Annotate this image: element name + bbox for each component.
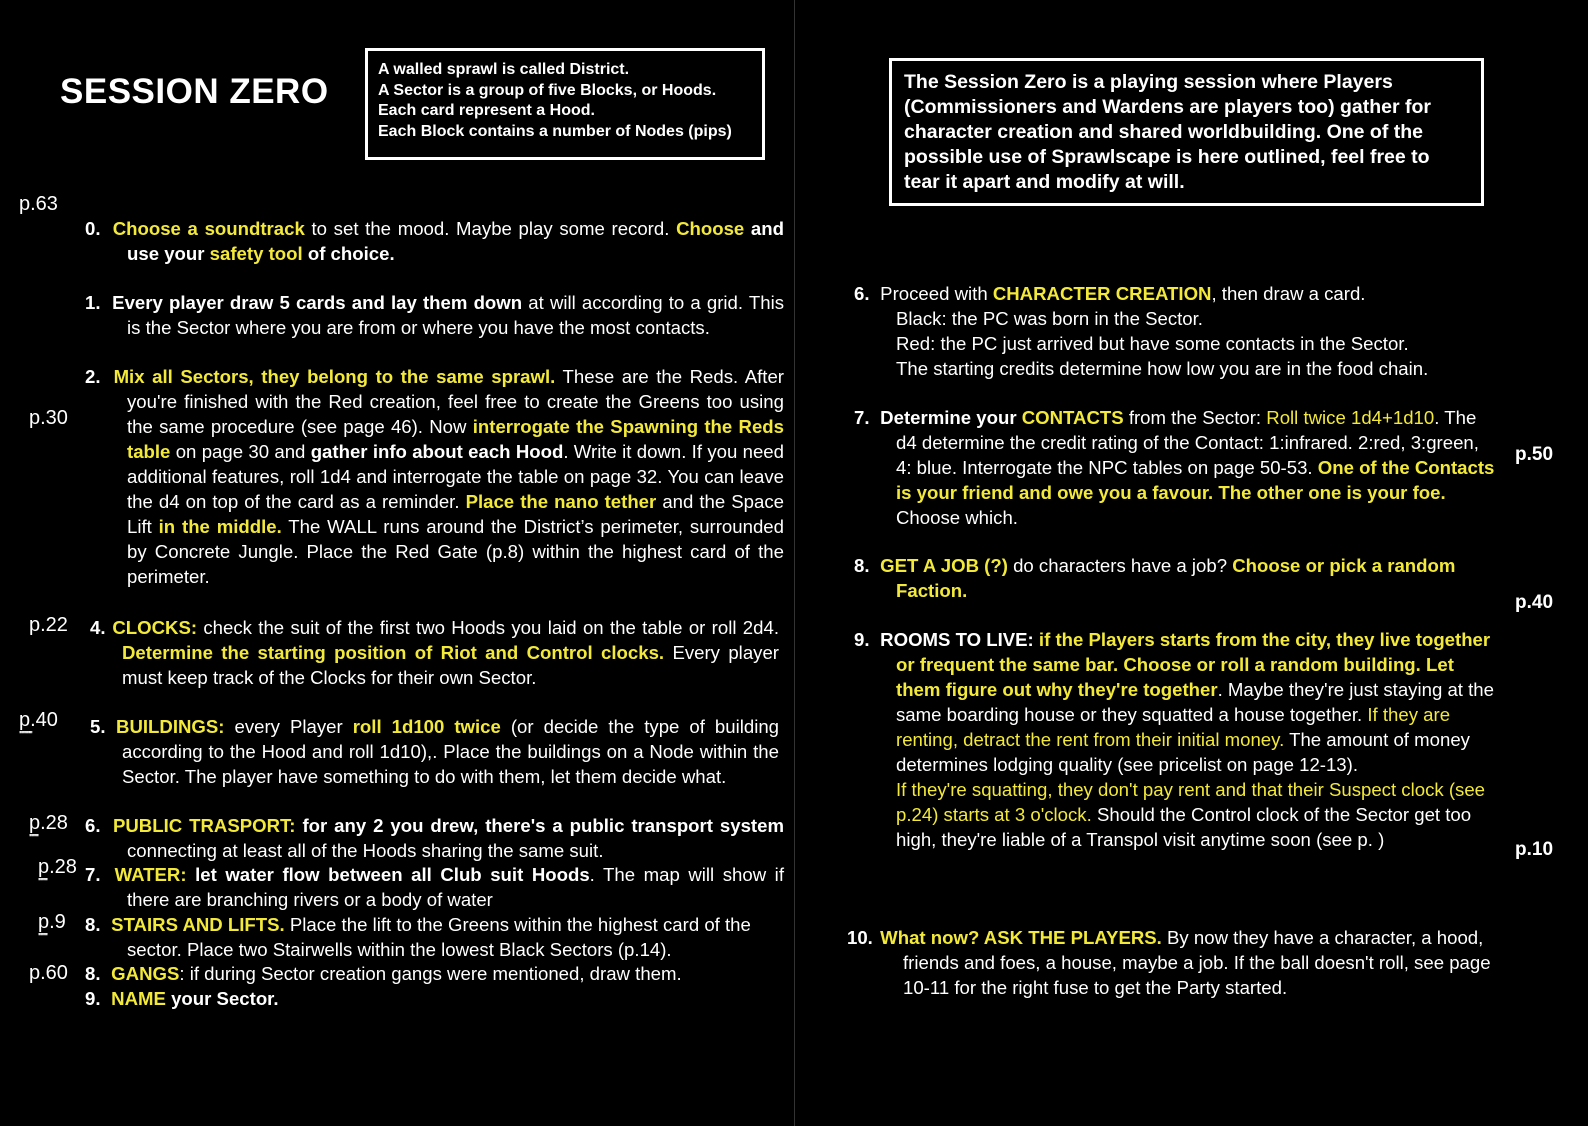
- step-8-gangs: 8. GANGS: if during Sector creation gangs were mentioned, draw them.: [85, 963, 682, 984]
- step-highlight: Mix all Sectors, they belong to the same sprawl.: [113, 366, 556, 387]
- step-text: . The map will show if there are branching rivers or a body of water: [127, 864, 784, 910]
- page-ref: p.28: [29, 812, 68, 834]
- step-highlight: in the middle.: [158, 516, 282, 537]
- step-highlight: CONTACTS: [1021, 407, 1124, 428]
- step-highlight: What now? ASK THE PLAYERS.: [880, 927, 1162, 948]
- step-highlight: interrogate the Spawning the Reds table: [127, 416, 784, 462]
- page-ref: p.50: [1515, 444, 1554, 465]
- definition-line: Each card represent a Hood.: [378, 102, 595, 119]
- step-7: 7. WATER: let water flow between all Club suit Hoods. The map will show if there are branching rivers or a body of water: [85, 864, 784, 910]
- step-text: The amount of money determines lodging quality (see pricelist on page 12-13).: [896, 729, 1470, 775]
- step-bold: of choice.: [302, 243, 395, 264]
- step-text: Red: the PC just arrived but have some contacts in the Sector.: [896, 333, 1409, 354]
- step-bold: gather info about each Hood: [310, 441, 564, 462]
- step-text: Proceed with: [880, 283, 993, 304]
- page-ref: p.63: [19, 193, 58, 215]
- page-ref: p.22: [29, 614, 68, 636]
- tick-marks: '''''''''': [38, 932, 48, 943]
- step-bold: and use your: [127, 218, 784, 264]
- step-highlight: WATER:: [114, 864, 187, 885]
- step-bold: your Sector.: [165, 988, 279, 1009]
- step-bold: for any 2 you drew, there's a public transport system: [295, 815, 784, 836]
- step-text: The starting credits determine how low you are in the food chain.: [896, 358, 1429, 379]
- step-text: Place the lift to the Greens within the highest card of the sector. Place two Stairwells within the lowest Black Sectors (p.14).: [127, 914, 751, 960]
- step-1: 1. Every player draw 5 cards and lay them down at will according to a grid. This is the Sector where you are from or where you have the most contacts.: [85, 292, 785, 338]
- step-highlight: if the Players starts from the city, they live together or frequent the same bar. Choose or roll a random building. Let them figure out why they're together: [896, 629, 1491, 700]
- step-highlight: Choose: [676, 218, 745, 239]
- tick-marks: '''''''''''''': [19, 730, 32, 741]
- page-ref-block: [19, 709, 58, 741]
- step-bold: Every player draw 5 cards and lay them down: [112, 292, 523, 313]
- page-divider: [794, 0, 795, 1126]
- step-text: The WALL runs around the District’s perimeter, surrounded by Concrete Jungle. Place the Red Gate (p.8) within the highest card of the perimeter.: [127, 516, 784, 587]
- page-ref-block: [29, 812, 68, 844]
- page-ref: p.28: [38, 856, 77, 878]
- page-ref: p.30: [29, 407, 68, 429]
- step-text: Every player must keep track of the Clocks for their own Sector.: [122, 642, 779, 688]
- step-highlight: safety tool: [209, 243, 303, 264]
- step-text: check the suit of the first two Hoods you laid on the table or roll 2d4.: [197, 617, 779, 638]
- page-ref: p.10: [1515, 839, 1554, 860]
- step-highlight: STAIRS AND LIFTS.: [111, 914, 285, 935]
- step-text: , then draw a card.: [1211, 283, 1366, 304]
- tick-marks: '''''''''': [29, 833, 39, 844]
- definition-line: Each Block contains a number of Nodes (pips): [378, 122, 732, 140]
- step-text: and the Space Lift: [127, 491, 785, 537]
- step-highlight: CLOCKS:: [112, 617, 198, 638]
- definition-line: A walled sprawl is called District.: [378, 61, 630, 78]
- step-highlight: GET A JOB (?): [880, 555, 1008, 576]
- tick-marks: '''''''''': [38, 877, 48, 888]
- step-text: These are the Reds. After you're finished with the Red creation, feel free to create the Greens too using the same procedure (see page 46). Now: [127, 366, 784, 437]
- step-highlight: NAME: [111, 988, 166, 1009]
- step-highlight: GANGS: [111, 963, 180, 984]
- definition-line: A Sector is a group of five Blocks, or Hoods.: [378, 81, 717, 99]
- step-highlight: Place the nano tether: [465, 491, 657, 512]
- step-text: from the Sector:: [1123, 407, 1267, 428]
- step-highlight: Choose a soundtrack: [112, 218, 305, 239]
- page-ref: p.9: [38, 911, 66, 933]
- intro-box: The Session Zero is a playing session where Players (Commissioners and Wardens are players too) gather for character creation and shared worldbuilding. One of the possible use of Sprawlscape is here outlined, feel free to tear it apart and modify at will.: [889, 58, 1484, 206]
- step-highlight: BUILDINGS:: [116, 716, 225, 737]
- step-4: 4. CLOCKS: check the suit of the first two Hoods you laid on the table or roll 2d4. Determine the starting position of Riot and Control clocks. Every player must keep track of the Clocks for their own Sector.: [90, 617, 779, 688]
- step-text: on page 30 and: [170, 441, 311, 462]
- step-text: . The d4 determine the credit rating of the Contact: 1:infrared. 2:red, 3:green, 4: blue. Interrogate the NPC tables on page 50-53.: [896, 407, 1479, 478]
- page-ref: p.40: [1515, 592, 1554, 613]
- definitions-box: [365, 48, 765, 160]
- step-text: : if during Sector creation gangs were mentioned, draw them.: [179, 963, 682, 984]
- step-9-name: 9. NAME your Sector.: [85, 988, 279, 1009]
- step-10-ask: 10. What now? ASK THE PLAYERS. By now they have a character, a hood, friends and foes, a house, maybe a job. If the ball doesn't roll, see page 10-11 for the right fuse to get the Party started.: [847, 927, 1491, 998]
- step-bold: let water flow between all Club suit Hoods: [186, 864, 590, 885]
- step-highlight: Choose or pick a random Faction.: [896, 555, 1456, 601]
- step-highlight: Roll twice 1d4+1d10: [1266, 407, 1435, 428]
- page-ref-block: [38, 856, 77, 888]
- step-text: at will according to a grid. This is the Sector where you are from or where you have the most contacts.: [127, 292, 785, 338]
- page-title: SESSION ZERO: [60, 72, 329, 111]
- step-highlight: PUBLIC TRASPORT:: [112, 815, 296, 836]
- page-ref: p.60: [29, 962, 68, 984]
- step-highlight: If they're squatting, they don't pay rent and that their Suspect clock (see p.24) starts at 3 o'clock.: [896, 779, 1486, 825]
- step-text: every Player: [224, 716, 353, 737]
- step-highlight: If they are renting, detract the rent from their initial money.: [896, 704, 1451, 750]
- page-ref-block: [38, 911, 66, 943]
- step-text: to set the mood. Maybe play some record.: [304, 218, 677, 239]
- step-text: By now they have a character, a hood, friends and foes, a house, maybe a job. If the ball doesn't roll, see page 10-11 for the right fuse to get the Party started.: [903, 927, 1491, 998]
- step-highlight: CHARACTER CREATION: [992, 283, 1212, 304]
- step-9-rooms: 9. ROOMS TO LIVE: if the Players starts from the city, they live together or frequent the same bar. Choose or roll a random building. Let them figure out why they're together. Maybe they're just staying at the same boarding house or they squatted a house together. If they are renting, detract the rent from their initial money. The amount of money determines lodging quality (see pricelist on page 12-13). If they're squatting, they don't pay rent and that their Suspect clock (see p.24) starts at 3 o'clock. Should the Control clock of the Sector get too high, they're liable of a Transpol visit anytime soon (see p. ): [854, 629, 1494, 850]
- step-8-stairs: 8. STAIRS AND LIFTS. Place the lift to the Greens within the highest card of the sector. Place two Stairwells within the lowest Black Sectors (p.14).: [85, 914, 751, 960]
- step-0: 0. Choose a soundtrack to set the mood. Maybe play some record. Choose and use your safety tool of choice.: [85, 218, 784, 264]
- step-text: (or decide the type of building according to the Hood and roll 1d10),. Place the buildings on a Node within the Sector. The player have something to do with them, let them decide what.: [122, 716, 780, 787]
- step-bold: Determine your: [880, 407, 1022, 428]
- step-7-contacts: 7. Determine your CONTACTS from the Sector: Roll twice 1d4+1d10. The d4 determine the credit rating of the Contact: 1:infrared. 2:red, 3:green, 4: blue. Interrogate the NPC tables on page 50-53. One of the Contacts is your friend and owe you a favour. The other one is your foe. Choose which.: [854, 407, 1495, 528]
- step-text: connecting at least all of the Hoods sharing the same suit.: [127, 840, 604, 861]
- step-text: do characters have a job?: [1007, 555, 1233, 576]
- step-text: . Write it down. If you need additional features, roll 1d4 and interrogate the table on page 32. You can leave the d4 on top of the card as a reminder.: [127, 441, 784, 512]
- step-text: . Maybe they're just staying at the same boarding house or they squatted a house together.: [896, 679, 1494, 725]
- step-5: 5. BUILDINGS: every Player roll 1d100 twice (or decide the type of building according to the Hood and roll 1d10),. Place the buildings on a Node within the Sector. The player have something to do with them, let them decide what.: [90, 716, 780, 787]
- step-highlight: One of the Contacts is your friend and owe you a favour. The other one is your foe.: [896, 457, 1495, 503]
- step-6: 6. PUBLIC TRASPORT: for any 2 you drew, there's a public transport system connecting at least all of the Hoods sharing the same suit.: [85, 815, 784, 861]
- step-highlight: Determine the starting position of Riot and Control clocks.: [122, 642, 665, 663]
- step-8-job: 8. GET A JOB (?) do characters have a job? Choose or pick a random Faction.: [854, 555, 1456, 601]
- page-ref: p.40: [19, 709, 58, 731]
- step-text: Black: the PC was born in the Sector.: [896, 308, 1203, 329]
- step-2: 2. Mix all Sectors, they belong to the same sprawl. These are the Reds. After you're finished with the Red creation, feel free to create the Greens too using the same procedure (see page 46). Now interrogate the Spawning the Reds table on page 30 and gather info about each Hood. Write it down. If you need additional features, roll 1d4 and interrogate the table on page 32. You can leave the d4 on top of the card as a reminder. Place the nano tether and the Space Lift in the middle. The WALL runs around the District’s perimeter, surrounded by Concrete Jungle. Place the Red Gate (p.8) within the highest card of the perimeter.: [85, 366, 785, 587]
- step-highlight: roll 1d100 twice: [352, 716, 501, 737]
- step-bold: ROOMS TO LIVE:: [880, 629, 1034, 650]
- step-text: Choose which.: [896, 507, 1018, 528]
- step-6-character: 6. Proceed with CHARACTER CREATION, then draw a card. Black: the PC was born in the Sector. Red: the PC just arrived but have some contacts in the Sector. The starting credits determine how low you are in the food chain.: [875, 281, 1496, 381]
- step-text: Should the Control clock of the Sector get too high, they're liable of a Transpol visit anytime soon (see p. ): [896, 804, 1472, 850]
